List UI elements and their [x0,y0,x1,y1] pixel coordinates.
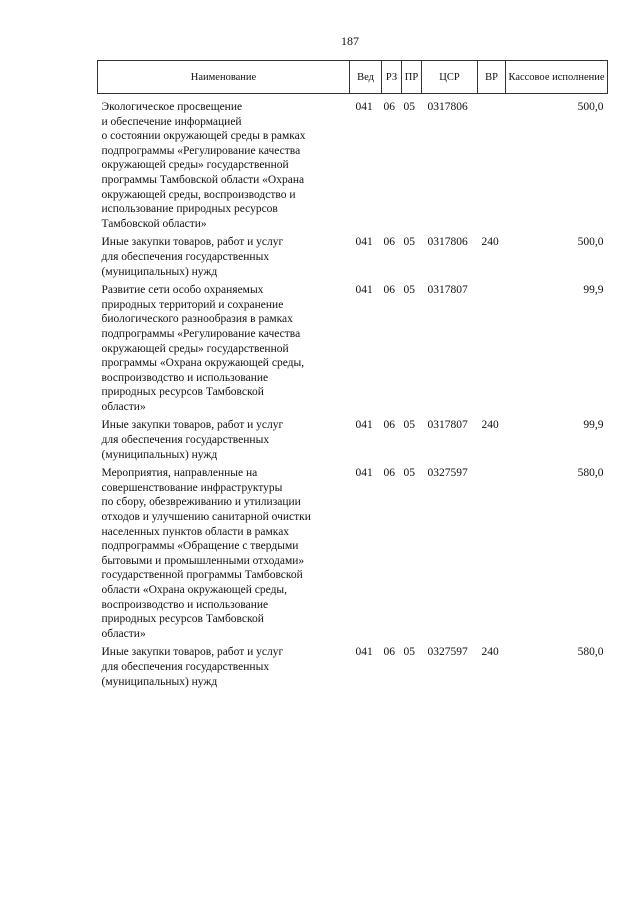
budget-table [97,60,608,693]
row-ved: 041 [355,101,373,113]
table-row [98,645,608,693]
row-amount: 580,0 [577,646,604,659]
row-name: Иные закупки товаров, работ и услуг для обеспечения государственных (муниципальных) нужд [101,646,284,688]
row-amount: 500,0 [577,101,604,113]
row-csr: 0317807 [427,419,468,432]
row-pr: 05 [403,467,415,480]
row-name: Экологическое просвещение и обеспечение информацией о состоянии окружающей среды в рамках подпрограммы «Регулирование качества окружающей среды» государственной программы Тамбовской области «Охрана окружающей среды, воспроизводство и использование природных ресурсов Тамбовской области» [101,101,306,230]
row-vr [478,283,506,418]
row-name-cell [98,94,350,236]
table-row [98,418,608,466]
row-name: Иные закупки товаров, работ и услуг для обеспечения государственных (муниципальных) нужд [101,236,284,278]
row-pr: 05 [403,236,415,249]
row-rz: 06 [383,284,395,297]
table-header-row [98,61,608,94]
row-rz: 06 [383,646,395,659]
header-csr: ЦСР [422,61,478,94]
row-name: Мероприятия, направленные на совершенствование инфраструктуры по сбору, обезвреживанию и утилизации отходов и улучшению санитарной очистки населенных пунктов области в рамках подпрограммы «Обращение с твердыми бытовыми и промышленными отходами» государственной программы Тамбовской области «Охрана окружающей среды, воспроизводство и использование природных ресурсов Тамбовской области» [101,467,311,640]
row-name-cell [98,645,350,693]
row-pr: 05 [403,646,415,659]
row-ved: 041 [355,284,373,297]
table-row [98,235,608,283]
row-csr: 0317806 [427,236,468,249]
row-ved: 041 [355,419,373,432]
row-amount: 580,0 [577,467,604,480]
header-ved: Вед [350,61,382,94]
header-amount: Кассовое исполнение [506,61,608,94]
row-pr: 05 [403,419,415,432]
row-ved: 041 [355,236,373,249]
table-row [98,283,608,418]
row-csr: 0327597 [427,646,468,659]
row-csr: 0317806 [427,101,468,113]
row-pr: 05 [403,101,415,113]
header-name: Наименование [98,61,350,94]
table-row [98,94,608,236]
row-vr: 240 [481,646,499,659]
row-csr: 0327597 [427,467,468,480]
row-name-cell [98,283,350,418]
row-rz: 06 [383,236,395,249]
row-ved: 041 [355,646,373,659]
row-name: Иные закупки товаров, работ и услуг для обеспечения государственных (муниципальных) нужд [101,419,284,461]
table-row [98,466,608,645]
row-amount: 99,9 [583,419,604,432]
row-name-cell [98,235,350,283]
row-name: Развитие сети особо охраняемых природных территорий и сохранение биологического разнообразия в рамках подпрограммы «Регулирование качества окружающей среды» государственной программы «Охрана окружающей среды, воспроизводство и использование природных ресурсов Тамбовской области» [101,284,305,413]
header-rz: РЗ [382,61,402,94]
row-amount: 500,0 [577,236,604,249]
row-name-cell [98,466,350,645]
row-name-cell [98,418,350,466]
row-pr: 05 [403,284,415,297]
row-rz: 06 [383,419,395,432]
row-amount: 99,9 [583,284,604,297]
row-vr [478,466,506,645]
page-number: 187 [341,34,359,48]
row-vr [478,94,506,236]
header-vr: ВР [478,61,506,94]
row-rz: 06 [383,467,395,480]
row-ved: 041 [355,467,373,480]
row-csr: 0317807 [427,284,468,297]
row-vr: 240 [481,236,499,249]
row-rz: 06 [383,101,395,113]
header-pr: ПР [402,61,422,94]
row-vr: 240 [481,419,499,432]
